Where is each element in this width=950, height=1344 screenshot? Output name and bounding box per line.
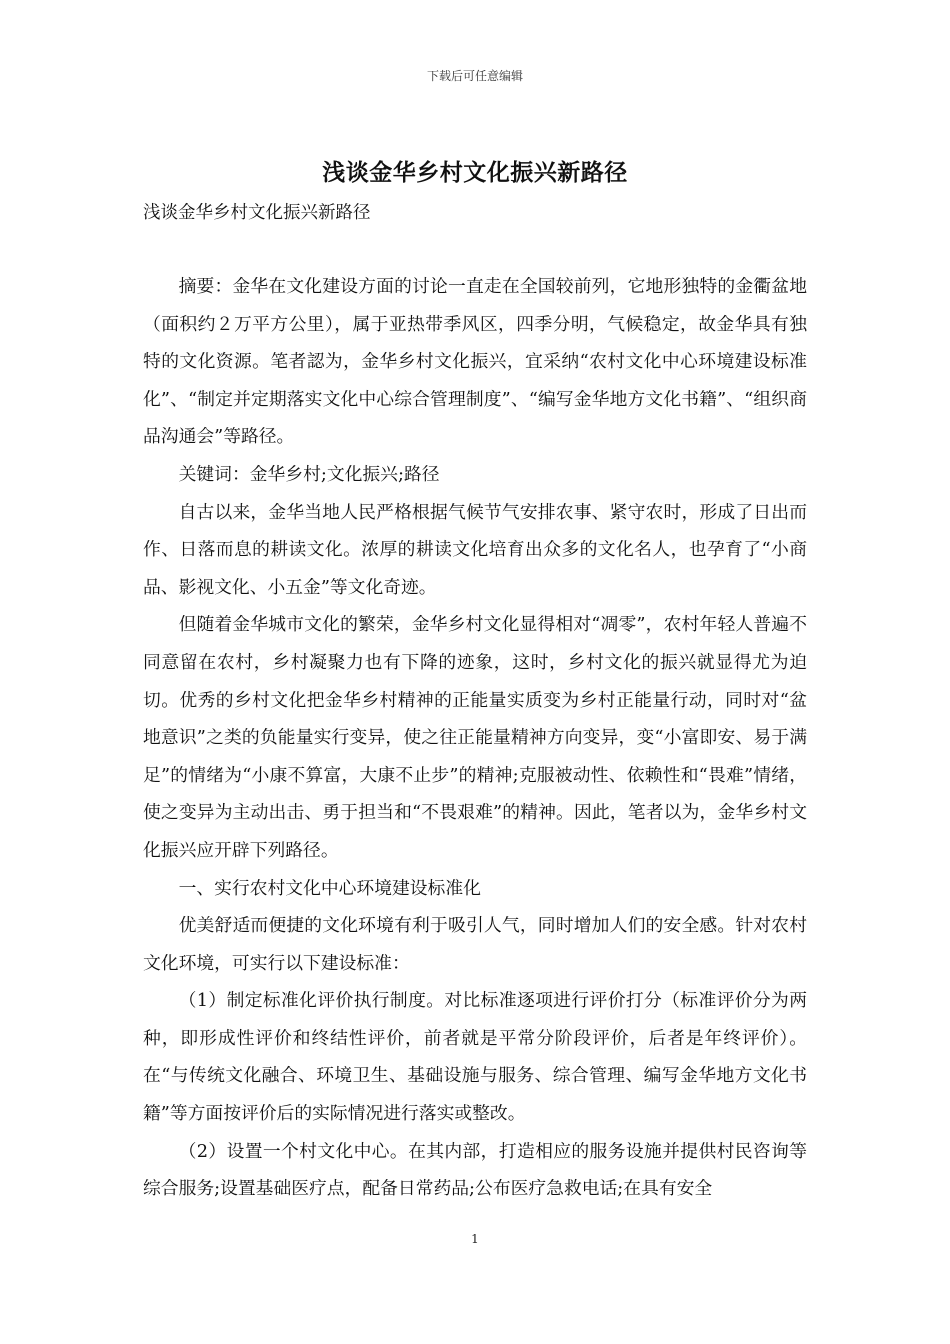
header-note: 下载后可任意编辑 bbox=[426, 69, 523, 83]
list-item-2: （2）设置一个村文化中心。在其内部，打造相应的服务设施并提供村民咨询等综合服务;设置基础医疗点，配备日常药品;公布医疗急救电话;在具有安全 bbox=[143, 1140, 807, 1200]
list-item-1: （1）制定标准化评价执行制度。对比标准逐项进行评价打分（标准评价分为两种，即形成性评价和终结性评价，前者就是平常分阶段评价，后者是年终评价）。在“与传统文化融合、环境卫生、基础设施与服务、综合管理、编写金华地方文化书籍”等方面按评价后的实际情况进行落实或整改。 bbox=[143, 990, 807, 1125]
document-subtitle: 浅谈金华乡村文化振兴新路径 bbox=[143, 203, 371, 223]
body-paragraph: 但随着金华城市文化的繁荣，金华乡村文化显得相对“凋零”，农村年轻人普遍不同意留在农村，乡村凝聚力也有下降的迹象，这时，乡村文化的振兴就显得尤为迫切。优秀的乡村文化把金华乡村精神的正能量实质变为乡村正能量行动，同时对“盆地意识”之类的负能量实行变异，使之往正能量精神方向变异，变“小富即安、易于满足”的情绪为“小康不算富，大康不止步”的精神;克服被动性、依赖性和“畏难”情绪，使之变异为主动出击、勇于担当和“不畏艰难”的精神。因此，笔者以为，金华乡村文化振兴应开辟下列路径。 bbox=[143, 614, 807, 861]
body-paragraph: 自古以来，金华当地人民严格根据气候节气安排农事、紧守农时，形成了日出而作、日落而息的耕读文化。浓厚的耕读文化培育出众多的文化名人，也孕育了“小商品、影视文化、小五金”等文化奇迹。 bbox=[143, 501, 807, 598]
page-number: 1 bbox=[471, 1232, 479, 1246]
body-paragraph: 优美舒适而便捷的文化环境有利于吸引人气，同时增加人们的安全感。针对农村文化环境，可实行以下建设标准： bbox=[143, 915, 807, 974]
document-title: 浅谈金华乡村文化振兴新路径 bbox=[322, 159, 628, 186]
section-heading: 一、实行农村文化中心环境建设标准化 bbox=[178, 877, 481, 899]
abstract-paragraph: 摘要：金华在文化建设方面的讨论一直走在全国较前列，它地形独特的金衢盆地（面积约２万平方公里），属于亚热带季风区，四季分明，气候稳定，故金华具有独特的文化资源。笔者認为，金华乡村文化振兴，宜采纳“农村文化中心环境建设标准化”、“制定并定期落实文化中心综合管理制度”、“编写金华地方文化书籍”、“组织商品沟通会”等路径。 bbox=[143, 276, 807, 448]
keywords-paragraph: 关键词：金华乡村;文化振兴;路径 bbox=[178, 463, 440, 485]
body-text bbox=[143, 268, 807, 1208]
